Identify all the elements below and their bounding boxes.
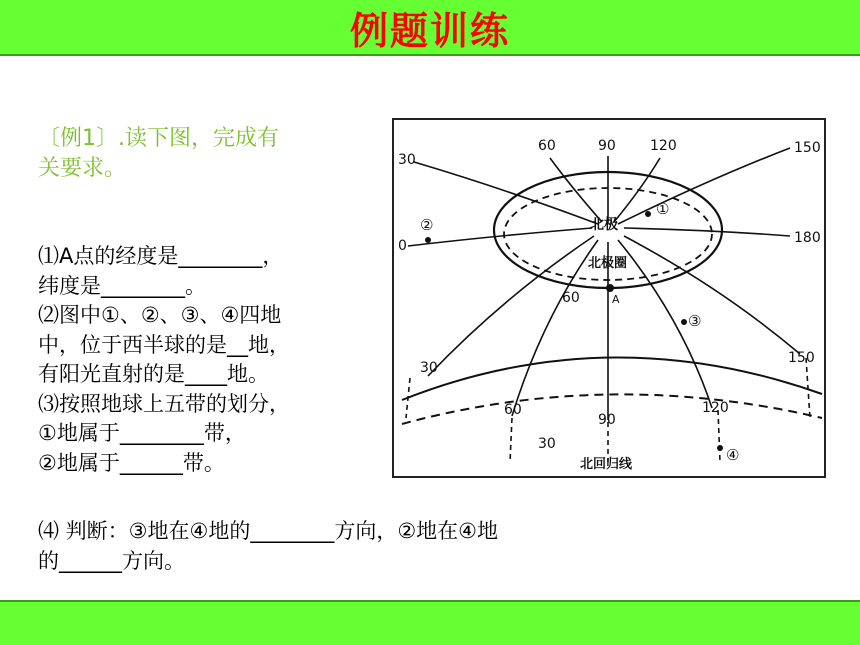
title-bar [0, 0, 860, 56]
longitude-label: 150 [788, 350, 815, 366]
question-line: 有阳光直射的是____地。 [38, 362, 269, 386]
question-line: ⑶按照地球上五带的划分， [38, 391, 290, 416]
intro-line: 关要求。 [38, 156, 127, 181]
place-3-label: ③ [688, 312, 702, 330]
question-line: ⑷ 判断：③地在④地的________方向，②地在④地 [38, 519, 498, 543]
question-line: 中，位于西半球的是__地， [38, 332, 290, 357]
question-line: 纬度是________。 [38, 273, 206, 298]
longitude-label: 60 [562, 290, 580, 306]
place-4-label: ④ [726, 446, 740, 464]
place-1-marker [645, 211, 651, 217]
longitude-label: 30 [398, 152, 416, 168]
tropic-label: 北回归线 [580, 457, 633, 472]
longitude-label: 120 [702, 400, 729, 416]
polar-map-diagram [392, 118, 828, 480]
footer-bar [0, 600, 860, 645]
place-2-marker [425, 237, 431, 243]
north-pole-label: 北极 [590, 217, 618, 233]
arctic-circle-label: 北极圈 [588, 256, 628, 271]
place-3-marker [681, 319, 687, 325]
longitude-label: 60 [538, 138, 556, 154]
longitude-label: 90 [598, 412, 616, 428]
longitude-label: 120 [650, 138, 677, 154]
latitude-label: 30 [538, 436, 556, 452]
question-line: 的______方向。 [38, 548, 185, 573]
example-intro [38, 124, 368, 184]
point-a-marker [606, 284, 614, 292]
place-1-label: ① [656, 200, 670, 218]
question-list [38, 242, 398, 478]
question-four [38, 517, 738, 576]
question-line: ①地属于________带， [38, 421, 246, 445]
longitude-label: 60 [504, 402, 522, 418]
place-2-label: ② [420, 216, 434, 234]
longitude-label: 30 [420, 360, 438, 376]
point-a-label: A [612, 293, 620, 306]
question-line: ⑴A点的经度是________， [38, 244, 284, 268]
page-title: 例题训练 [349, 8, 510, 53]
question-line: ⑵图中①、②、③、④四地 [38, 303, 282, 327]
question-line: ②地属于______带。 [38, 450, 225, 475]
longitude-label: 150 [794, 140, 821, 156]
intro-line: 〔例1〕.读下图，完成有 [38, 126, 279, 151]
longitude-label: 0 [398, 238, 407, 254]
place-4-marker [717, 445, 723, 451]
longitude-label: 180 [794, 230, 821, 246]
longitude-label: 90 [598, 138, 616, 154]
